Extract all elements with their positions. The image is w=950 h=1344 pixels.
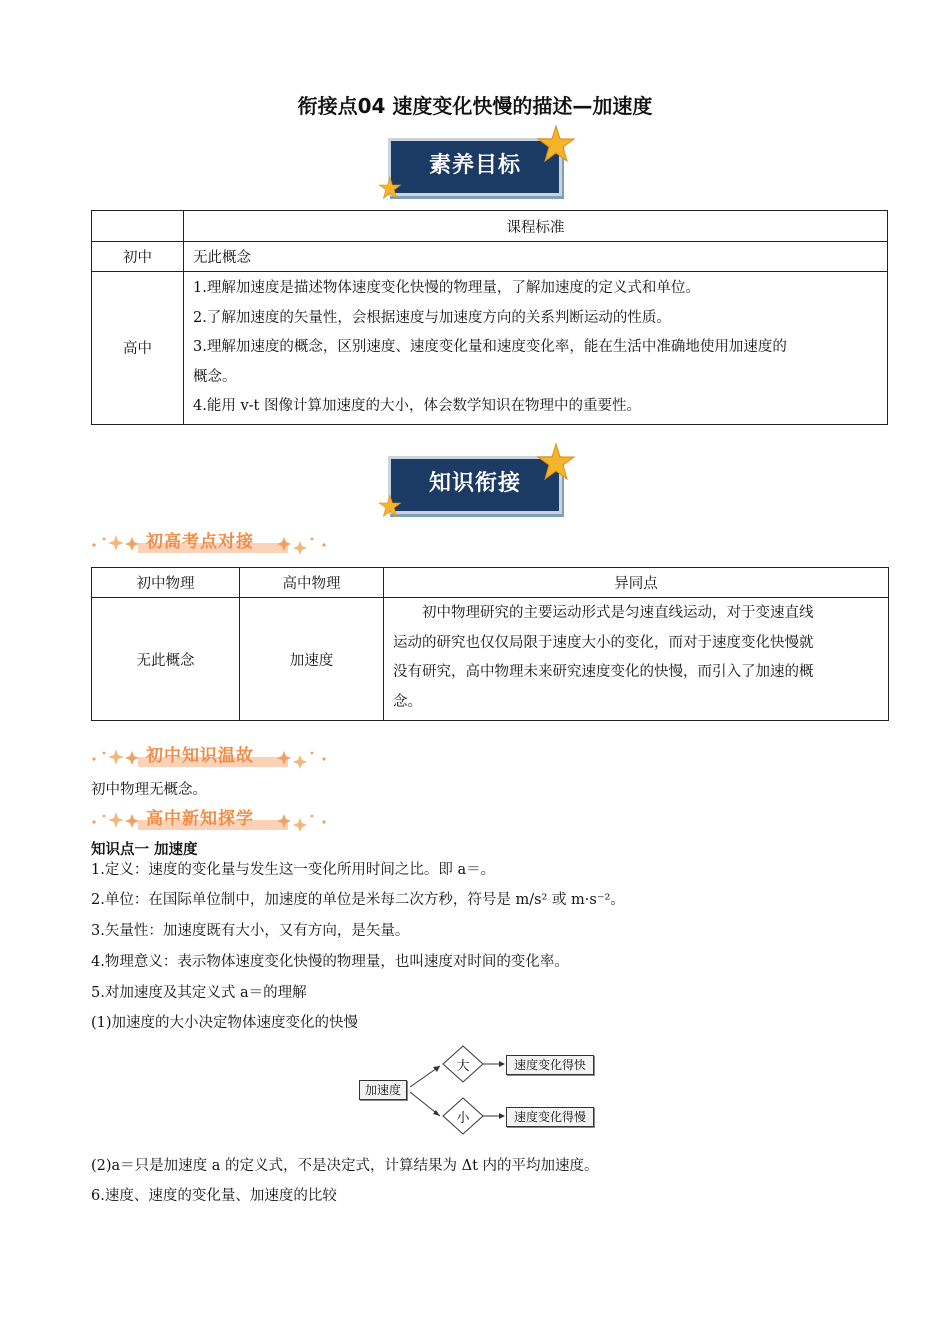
compare-diff-line: 运动的研究也仅仅局限于速度大小的变化，而对于速度变化快慢就 [393, 634, 814, 651]
standard-item: 4.能用 v-t 图像计算加速度的大小，体会数学知识在物理中的重要性。 [193, 398, 641, 415]
diagram-small-label: 小 [456, 1111, 470, 1126]
star-icon [378, 494, 402, 518]
compare-diff-line: 没有研究，高中物理未来研究速度变化的快慢，而引入了加速的概 [393, 664, 814, 681]
standard-item: 1.理解加速度是描述物体速度变化快慢的物理量，了解加速度的定义式和单位。 [193, 280, 700, 296]
star-icon [378, 176, 402, 200]
knowledge-banner [380, 450, 575, 518]
compare-diff-line: 初中物理研究的主要运动形式是匀速直线运动，对于变速直线 [422, 605, 814, 621]
goals-banner-text: 素养目标 [428, 153, 521, 178]
diagram-source-box: 加速度 [359, 1080, 407, 1100]
standard-item: 2.了解加速度的矢量性，会根据速度与加速度方向的关系判断运动的性质。 [193, 309, 671, 326]
row-label-senior: 高中 [92, 272, 184, 425]
star-icon [536, 442, 576, 482]
knowledge-point-title: 知识点一 加速度 [91, 842, 198, 858]
point-definition: 1.定义：速度的变化量与发生这一变化所用时间之比。即 a＝。 [91, 862, 496, 878]
standard-item: 3.理解加速度的概念，区别速度、速度变化量和速度变化率，能在生活中准确地使用加速度的 [193, 339, 787, 356]
row-text-junior: 无此概念 [184, 242, 888, 272]
point-unit: 2.单位：在国际单位制中，加速度的单位是米每二次方秒，符号是 m/s² 或 m·s⁻²。 [91, 892, 625, 908]
curriculum-table [91, 210, 888, 425]
row-label-junior: 初中 [92, 242, 184, 272]
diagram-slow-box: 速度变化得慢 [506, 1107, 594, 1127]
goals-banner [380, 132, 575, 200]
compare-header-diff: 异同点 [384, 568, 889, 598]
compare-senior: 加速度 [240, 598, 384, 721]
compare-header-junior: 初中物理 [92, 568, 240, 598]
knowledge-banner-text: 知识衔接 [428, 471, 521, 496]
point-meaning: 4.物理意义：表示物体速度变化快慢的物理量，也叫速度对时间的变化率。 [91, 954, 569, 970]
compare-diff-line: 念。 [393, 693, 422, 710]
sparkle-icon [88, 527, 333, 559]
standard-item: 概念。 [193, 368, 237, 385]
point-vector: 3.矢量性：加速度既有大小，又有方向，是矢量。 [91, 923, 410, 939]
section-compare [88, 527, 333, 559]
sparkle-icon [88, 804, 333, 836]
page-title: 衔接点04 速度变化快慢的描述—加速度 [297, 94, 653, 118]
section-review [88, 741, 333, 773]
diagram-fast-box: 速度变化得快 [506, 1055, 594, 1075]
compare-header-senior: 高中物理 [240, 568, 384, 598]
section-new-title: 高中新知探学 [146, 809, 254, 829]
section-new [88, 804, 333, 836]
compare-table [91, 567, 889, 721]
sparkle-icon [88, 741, 333, 773]
diagram-big-label: 大 [456, 1059, 470, 1074]
review-text: 初中物理无概念。 [91, 782, 207, 798]
star-icon [536, 124, 576, 164]
point-understanding: 5.对加速度及其定义式 a＝的理解 [91, 985, 307, 1001]
point-comparison: 6.速度、速度的变化量、加速度的比较 [91, 1188, 337, 1204]
curriculum-header: 课程标准 [184, 211, 888, 242]
section-review-title: 初中知识温故 [146, 746, 254, 766]
compare-junior: 无此概念 [92, 598, 240, 721]
section-compare-title: 初高考点对接 [146, 532, 254, 552]
point-magnitude: (1)加速度的大小决定物体速度变化的快慢 [91, 1015, 359, 1031]
point-definition-note: (2)a＝只是加速度 a 的定义式，不是决定式，计算结果为 Δt 内的平均加速度。 [91, 1158, 599, 1174]
acceleration-diagram [355, 1042, 600, 1142]
